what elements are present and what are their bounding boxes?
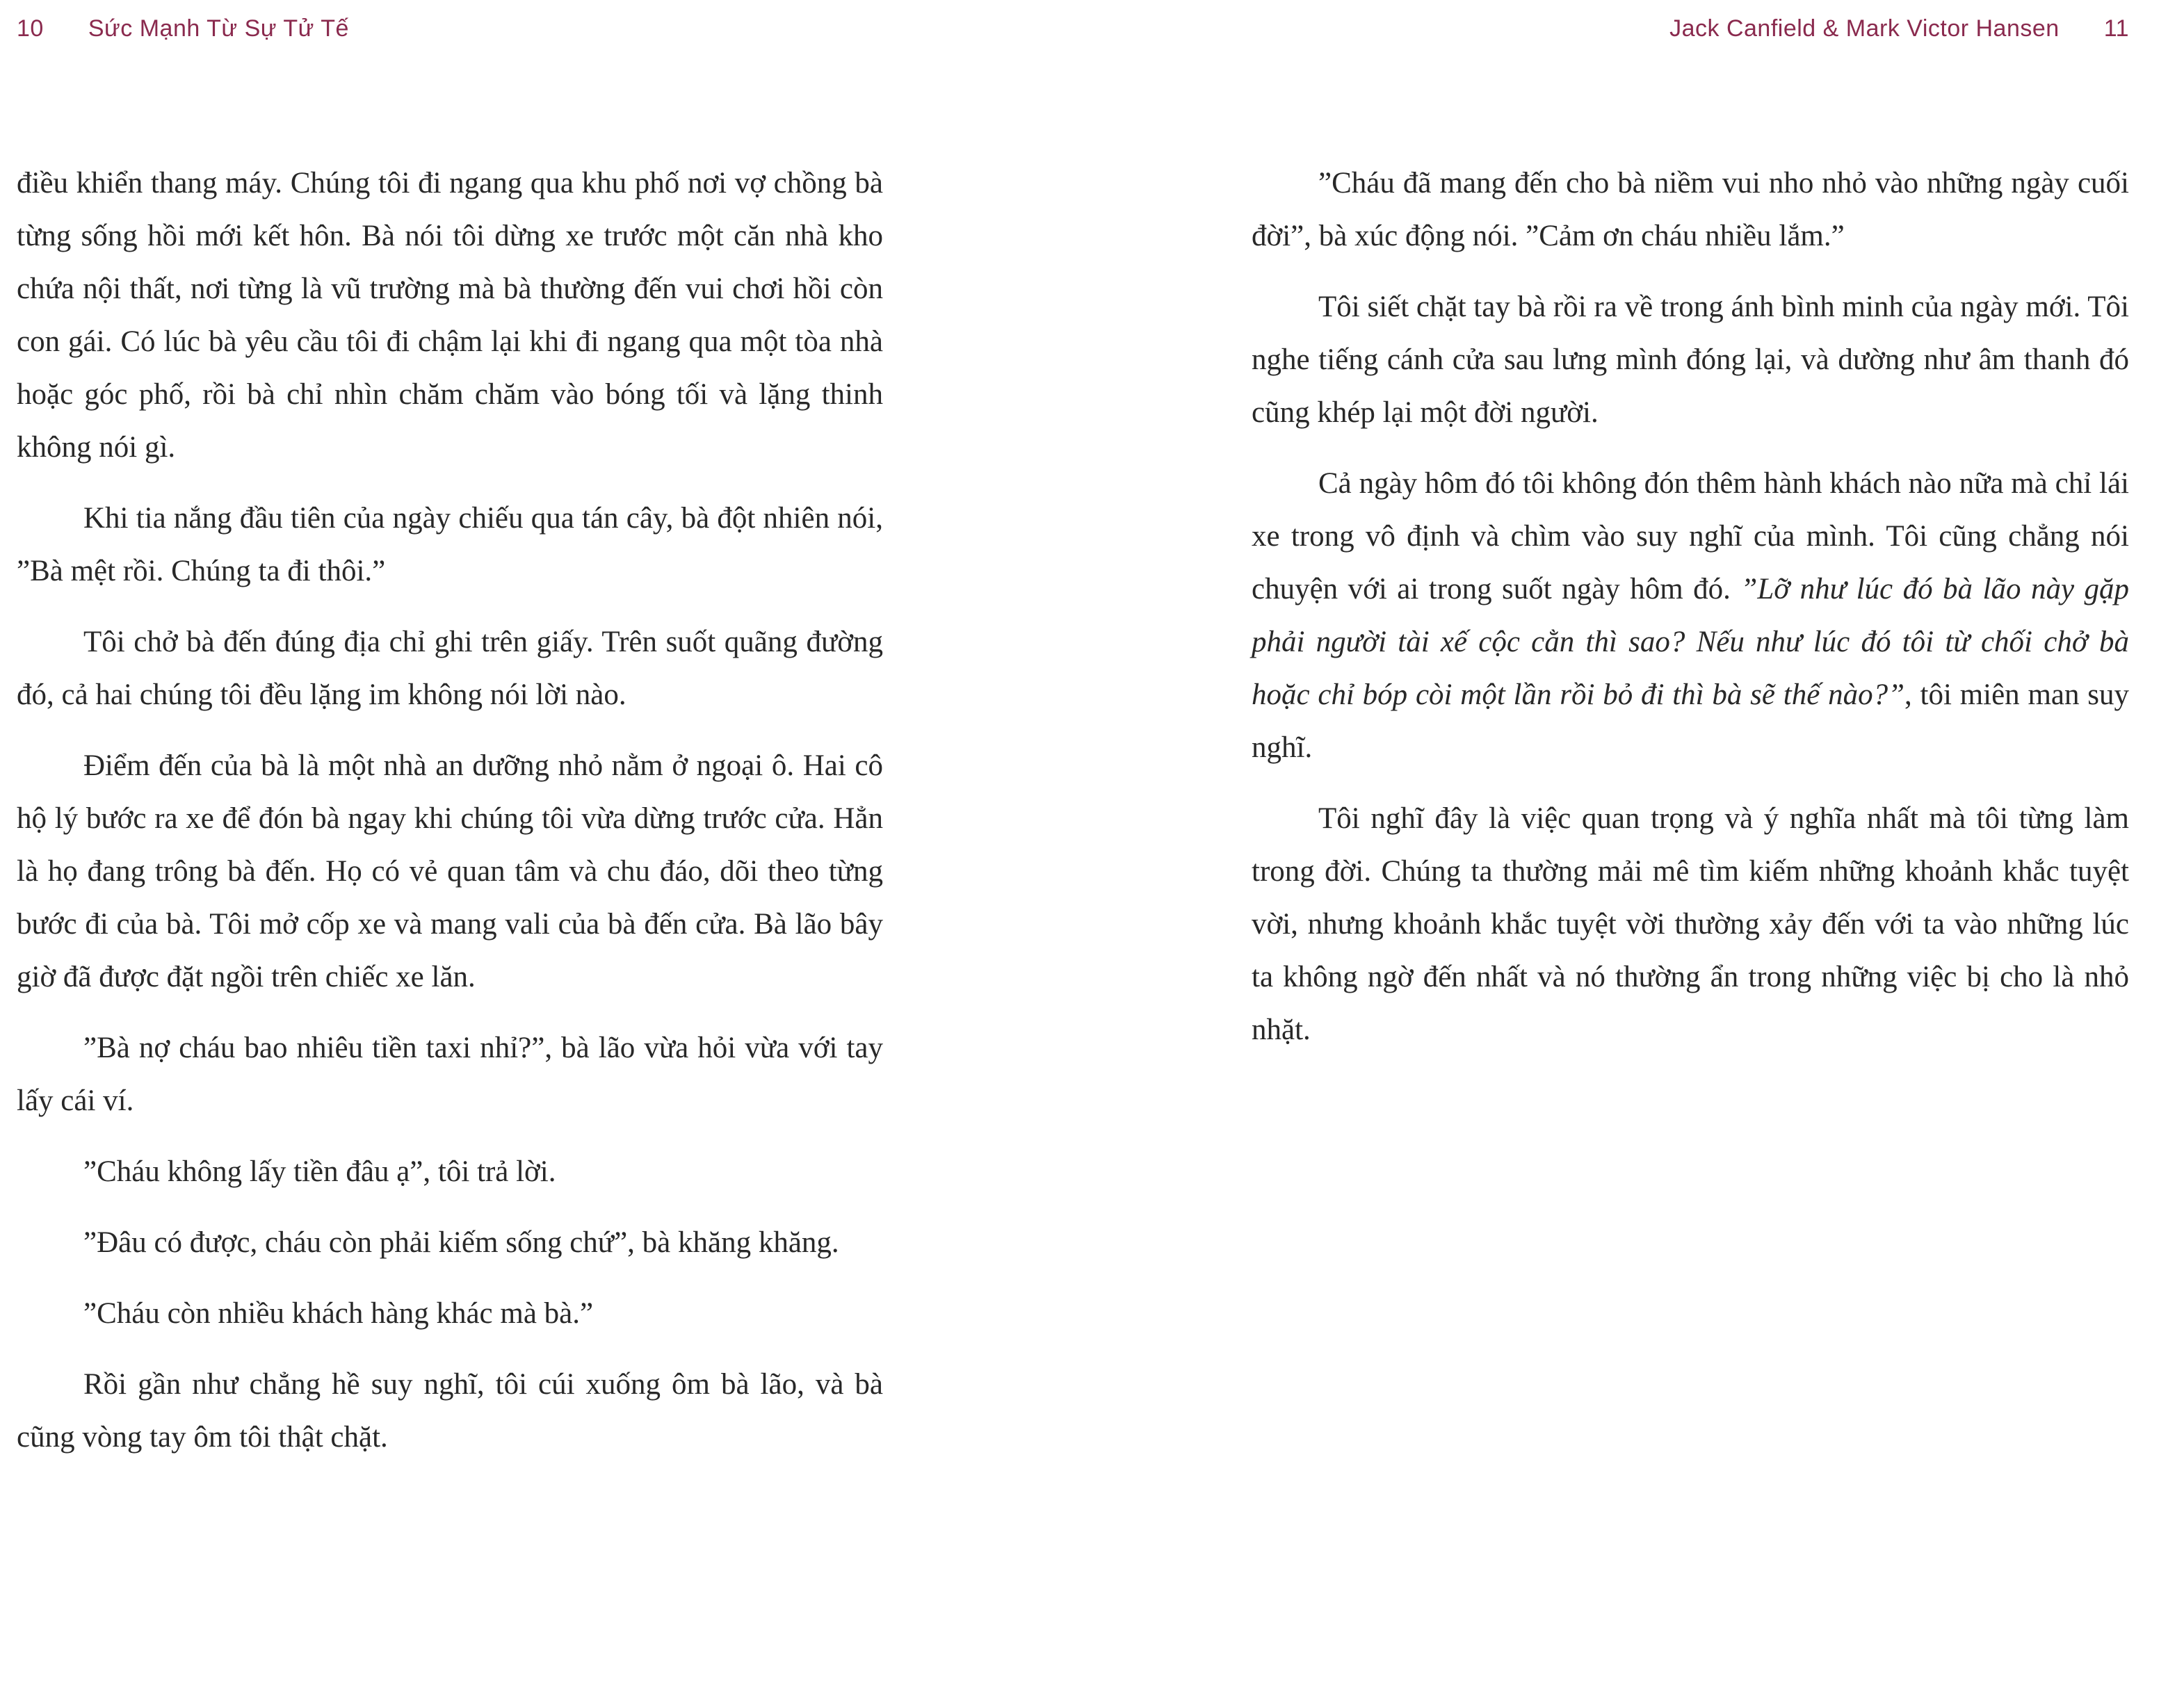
- paragraph: [1252, 157, 2129, 263]
- paragraph: [17, 1287, 883, 1340]
- running-header-right: [1669, 15, 2129, 49]
- paragraph: [1252, 457, 2129, 774]
- paragraph: [17, 1022, 883, 1128]
- text-segment: ”Cháu còn nhiều khách hàng khác mà bà.”: [83, 1297, 594, 1330]
- running-header-left: [17, 15, 349, 49]
- text-segment: Điểm đến của bà là một nhà an dưỡng nhỏ nằm ở ngoại ô. Hai cô hộ lý bước ra xe để đón bà ngay khi chúng tôi vừa dừng trước cửa. Hẳn là họ đang trông bà đến. Họ có vẻ quan tâm và chu đáo, dõi theo từng bước đi của bà. Tôi mở cốp xe và mang vali của bà đến cửa. Bà lão bây giờ đã được đặt ngồi trên chiếc xe lăn.: [17, 749, 883, 993]
- text-segment: ”Cháu không lấy tiền đâu ạ”, tôi trả lời.: [83, 1155, 556, 1188]
- text-segment: Tôi nghĩ đây là việc quan trọng và ý nghĩa nhất mà tôi từng làm trong đời. Chúng ta thường mải mê tìm kiếm những khoảnh khắc tuyệt vời, nhưng khoảnh khắc tuyệt vời thường xảy đến với ta vào những lúc ta không ngờ đến nhất và nó thường ẩn trong những việc bị cho là nhỏ nhặt.: [1252, 802, 2129, 1046]
- text-segment: ”Bà nợ cháu bao nhiêu tiền taxi nhỉ?”, bà lão vừa hỏi vừa với tay lấy cái ví.: [17, 1032, 883, 1117]
- paragraph: [17, 492, 883, 598]
- paragraph: [17, 740, 883, 1004]
- paragraph: [17, 1217, 883, 1269]
- authors: Jack Canfield & Mark Victor Hansen: [1669, 15, 2060, 42]
- text-segment: Tôi siết chặt tay bà rồi ra về trong ánh bình minh của ngày mới. Tôi nghe tiếng cánh cửa sau lưng mình đóng lại, và dường như âm thanh đó cũng khép lại một đời người.: [1252, 291, 2129, 429]
- text-segment: ”Lỡ như lúc đó bà lão này gặp phải người tài xế cộc cằn thì sao? Nếu như lúc đó tôi từ chối chở bà hoặc chỉ bóp còi một lần rồi bỏ đi thì bà sẽ thế nào?”: [1252, 573, 2130, 711]
- text-segment: ”Đâu có được, cháu còn phải kiếm sống chứ”, bà khăng khăng.: [83, 1226, 839, 1259]
- text-segment: Tôi chở bà đến đúng địa chỉ ghi trên giấy. Trên suốt quãng đường đó, cả hai chúng tôi đều lặng im không nói lời nào.: [17, 626, 883, 711]
- text-segment: Cả ngày hôm đó tôi không đón thêm hành khách nào nữa mà chỉ lái xe trong vô định và chìm vào suy nghĩ của mình. Tôi cũng chẳng nói chuyện với ai trong suốt ngày hôm đó.: [1252, 467, 2129, 605]
- text-segment: , tôi miên man suy nghĩ.: [1252, 678, 2129, 764]
- right-page-text: [1252, 157, 2129, 1075]
- text-segment: Rồi gần như chẳng hề suy nghĩ, tôi cúi xuống ôm bà lão, và bà cũng vòng tay ôm tôi thật chặt.: [17, 1368, 883, 1454]
- page-number-right: 11: [2103, 15, 2129, 42]
- paragraph: [17, 1146, 883, 1198]
- text-segment: Khi tia nắng đầu tiên của ngày chiếu qua tán cây, bà đột nhiên nói, ”Bà mệt rồi. Chúng ta đi thôi.”: [17, 502, 883, 587]
- text-segment: điều khiển thang máy. Chúng tôi đi ngang qua khu phố nơi vợ chồng bà từng sống hồi mới kết hôn. Bà nói tôi dừng xe trước một căn nhà kho chứa nội thất, nơi từng là vũ trường mà bà thường đến vui chơi hồi còn con gái. Có lúc bà yêu cầu tôi đi chậm lại khi đi ngang qua một tòa nhà hoặc góc phố, rồi bà chỉ nhìn chăm chăm vào bóng tối và lặng thinh không nói gì.: [17, 167, 883, 464]
- paragraph: [1252, 281, 2129, 439]
- text-segment: ”Cháu đã mang đến cho bà niềm vui nho nhỏ vào những ngày cuối đời”, bà xúc động nói. ”Cảm ơn cháu nhiều lắm.”: [1252, 167, 2129, 252]
- left-page-text: [17, 157, 883, 1482]
- paragraph: [1252, 792, 2129, 1057]
- book-title: Sức Mạnh Từ Sự Tử Tế: [88, 15, 349, 42]
- paragraph: [17, 157, 883, 474]
- page-number-left: 10: [17, 15, 44, 42]
- paragraph: [17, 616, 883, 722]
- paragraph: [17, 1358, 883, 1464]
